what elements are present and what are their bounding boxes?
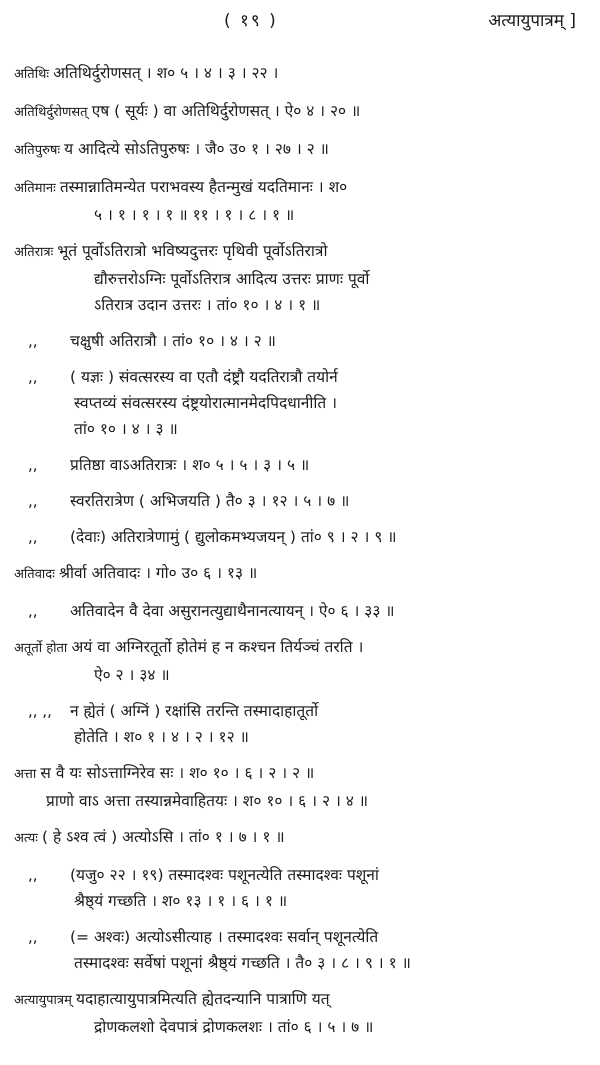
ditto-mark: ,, (28, 602, 38, 620)
entry-line (14, 662, 584, 688)
entry-line (14, 488, 584, 514)
entry-text: ( हे ऽश्व त्वं ) अत्योऽसि । तां० १ । ७ । १ ॥ (42, 828, 285, 846)
dictionary-entry (14, 136, 584, 164)
ditto-mark: ,, (28, 866, 38, 884)
entry-text: (यजु० २२ । १९) तस्मादश्वः पशूनत्येति तस्मादश्वः पशूनां (70, 866, 379, 884)
entry-text: अतिथिर्दुरोणसत् । श० ५ । ४ । ३ । २२ । (53, 64, 279, 82)
entry-line (14, 452, 584, 478)
entry-headword: अतिरात्रः (14, 245, 58, 260)
dictionary-entry (14, 524, 584, 550)
entry-text: तस्मादश्वः सर्वेषां पशूनां श्रैष्ठ्यं गच्छति । तै० ३ । ८ । ९ । १ ॥ (74, 954, 411, 972)
entry-line (14, 292, 584, 318)
entry-headword: अतिमानः (14, 181, 60, 196)
entry-text: स वै यः सोऽत्ताग्निरेव सः । श० १० । ६ । २ । २ ॥ (40, 764, 315, 782)
dictionary-entry (14, 364, 584, 442)
ditto-mark: ,, ,, (28, 702, 52, 720)
dictionary-entry (14, 488, 584, 514)
entry-headword: अत्यः (14, 831, 43, 846)
entry-line (14, 634, 584, 662)
page-number: ( १९ ) (224, 11, 278, 31)
entry-line (14, 174, 584, 202)
entry-line (14, 888, 584, 914)
entry-headword: अत्यायुपात्रम् (14, 993, 76, 1008)
entry-line (14, 524, 584, 550)
entry-headword: अतिपुरुषः (14, 143, 65, 158)
entry-headword: अतूर्तो होता (14, 641, 72, 656)
entry-text: (= अश्वः) अत्योऽसीत्याह । तस्मादश्वः सर्वान् पशूनत्येति (70, 928, 379, 946)
entry-line (14, 560, 584, 588)
entry-line (14, 698, 584, 724)
entry-line (14, 266, 584, 292)
entry-text: ऽतिरात्र उदान उत्तरः । तां० १० । ४ । १ ॥ (94, 296, 321, 314)
entry-line (14, 598, 584, 624)
entry-line (14, 788, 584, 814)
entry-text: श्रैष्ठ्यं गच्छति । श० १३ । १ । ६ । १ ॥ (74, 892, 288, 910)
ditto-mark: ,, (28, 492, 38, 510)
entry-line (14, 986, 584, 1014)
entry-line (14, 924, 584, 950)
entry-line (14, 724, 584, 750)
entry-line (14, 364, 584, 390)
entry-headword: अत्ता (14, 767, 41, 782)
entry-line (14, 98, 584, 126)
dictionary-entry (14, 328, 584, 354)
ditto-mark: ,, (28, 528, 38, 546)
ditto-mark: ,, (28, 368, 38, 386)
entry-text: एष ( सूर्यः ) वा अतिथिर्दुरोणसत् । ऐ० ४ । २० ॥ (91, 102, 361, 120)
entry-text: श्रीर्वा अतिवादः । गो० उ० ६ । १३ ॥ (58, 564, 258, 582)
page-header (0, 8, 600, 38)
entry-line (14, 390, 584, 416)
dictionary-entry (14, 238, 584, 318)
entry-line (14, 416, 584, 442)
entry-text: प्राणो वाऽ अत्ता तस्यान्नमेवाहितयः । श० १० । ६ । २ । ४ ॥ (46, 792, 369, 810)
dictionary-entry (14, 174, 584, 228)
ditto-mark: ,, (28, 456, 38, 474)
entry-text: स्वरतिरात्रेण ( अभिजयति ) तै० ३ । १२ । ५ । ७ ॥ (70, 492, 350, 510)
dictionary-entry (14, 598, 584, 624)
dictionary-entry (14, 862, 584, 914)
dictionary-entry (14, 760, 584, 814)
entry-line (14, 760, 584, 788)
entry-text: अयं वा अग्निरतूर्तो होतेमं ह न कश्चन तिर्यञ्चं तरति । (71, 638, 364, 656)
entry-text: स्वप्तव्यं संवत्सरस्य दंष्ट्रयोरात्मानमेदपिदधानीति । (74, 394, 338, 412)
dictionary-entry (14, 698, 584, 750)
entry-line (14, 862, 584, 888)
entry-text: ( यज्ञः ) संवत्सरस्य वा एतौ दंष्ट्रौ यदतिरात्रौ तयोर्न (70, 368, 338, 386)
entry-text: द्रोणकलशो देवपात्रं द्रोणकलशः । तां० ६ । ५ । ७ ॥ (94, 1018, 374, 1036)
entry-text: द्यौरुत्तरोऽग्निः पूर्वोऽतिरात्र आदित्य उत्तरः प्राणः पूर्वो (94, 270, 370, 288)
dictionary-entry (14, 634, 584, 688)
dictionary-entry (14, 98, 584, 126)
entry-text: य आदित्ये सोऽतिपुरुषः । जै० उ० १ । २७ । २ ॥ (64, 140, 329, 158)
entry-headword: अतिथिः (14, 67, 54, 82)
dictionary-entry (14, 824, 584, 852)
entry-headword: अतिथिर्दुरोणसत् (14, 105, 92, 120)
ditto-mark: ,, (28, 928, 38, 946)
entry-text: न ह्येतं ( अग्निं ) रक्षांसि तरन्ति तस्मादाहातूर्तो (70, 702, 319, 720)
entry-line (14, 1014, 584, 1040)
entry-line (14, 136, 584, 164)
entry-text: यदाहात्यायुपात्रमित्यति ह्येतदन्यानि पात्राणि यत् (75, 990, 330, 1008)
running-head: अत्यायुपात्रम् ] (488, 11, 576, 31)
entry-headword: अतिवादः (14, 567, 59, 582)
dictionary-entry (14, 560, 584, 588)
entry-line (14, 202, 584, 228)
entry-text: तां० १० । ४ । ३ ॥ (74, 420, 178, 438)
dictionary-entries (14, 60, 584, 1050)
ditto-mark: ,, (28, 332, 38, 350)
entry-line (14, 60, 584, 88)
entry-text: चक्षुषी अतिरात्रौ । तां० १० । ४ । २ ॥ (70, 332, 276, 350)
entry-text: ऐ० २ । ३४ ॥ (94, 666, 170, 684)
entry-text: प्रतिष्ठा वाऽअतिरात्रः । श० ५ । ५ । ३ । ५ ॥ (70, 456, 310, 474)
entry-text: (देवाः) अतिरात्रेणामुं ( द्युलोकमभ्यजयन् ) तां० ९ । २ । ९ ॥ (70, 528, 397, 546)
entry-text: अतिवादेन वै देवा असुरानत्युद्याथैनानत्यायन् । ऐ० ६ । ३३ ॥ (70, 602, 395, 620)
entry-line (14, 328, 584, 354)
entry-line (14, 824, 584, 852)
entry-line (14, 950, 584, 976)
dictionary-entry (14, 452, 584, 478)
entry-text: भूतं पूर्वोऽतिरात्रो भविष्यदुत्तरः पृथिवी पूर्वोऽतिरात्रो (57, 242, 328, 260)
entry-text: ५ । १ । १ । १ ॥ ११ । १ । ८ । १ ॥ (94, 206, 295, 224)
dictionary-entry (14, 924, 584, 976)
entry-text: तस्मान्नातिमन्येत पराभवस्य हैतन्मुखं यदतिमानः । श० (59, 178, 348, 196)
dictionary-entry (14, 60, 584, 88)
entry-text: होतेति । श० १ । ४ । २ । १२ ॥ (74, 728, 249, 746)
dictionary-entry (14, 986, 584, 1040)
entry-line (14, 238, 584, 266)
